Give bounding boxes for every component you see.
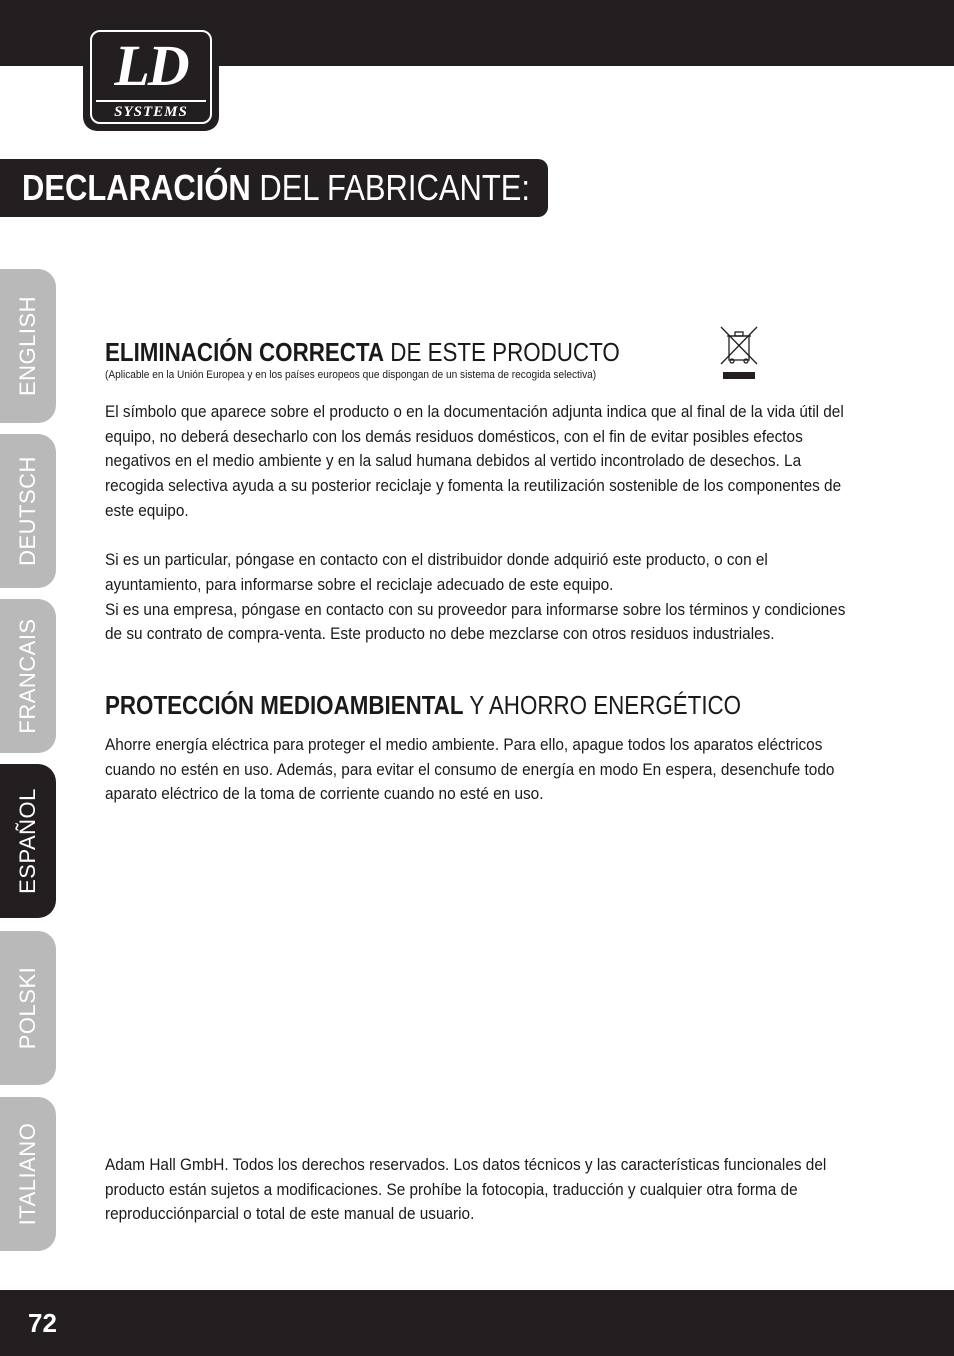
tab-francais-label: FRANCAIS [15,618,40,734]
page-title [22,166,530,210]
logo-main-text: LD [114,33,188,98]
environment-heading-bold: PROTECCIÓN MEDIOAMBIENTAL [105,690,464,720]
logo-frame [90,30,212,124]
tab-italiano-label: ITALIANO [15,1122,40,1226]
disposal-body [105,400,855,647]
disposal-paragraph-3: Si es una empresa, póngase en contacto con su proveedor para informarse sobre los términos y condiciones de su contrato de compra-venta. Este producto no debe mezclarse con otros residuos industriales. [105,600,846,644]
environment-heading-rest: Y AHORRO ENERGÉTICO [463,690,742,720]
environment-paragraph: Ahorre energía eléctrica para proteger el medio ambiente. Para ello, apague todos los aparatos eléctricos cuando no estén en uso. Además, para evitar el consumo de energía en modo En espera, desenchufe todo aparato eléctrico de la toma de corriente cuando no esté en uso. [105,736,835,804]
copyright-text: Adam Hall GmbH. Todos los derechos reservados. Los datos técnicos y las características funcionales del producto están sujetos a modificaciones. Se prohíbe la fotocopia, traducción y cualquier otra forma de reproducciónparcial o total de este manual de usuario. [105,1156,827,1224]
tab-italiano[interactable] [0,1097,56,1251]
environment-heading [105,690,750,720]
tab-polski[interactable] [0,931,56,1085]
disposal-paragraph-1: El símbolo que aparece sobre el producto o en la documentación adjunta indica que al final de la vida útil del equipo, no deberá desecharlo con los demás residuos domésticos, con el fin de evitar posibles efectos negativos en el medio ambiente y en la salud humana debidos al vertido incontrolado de desechos. La recogida selectiva ayuda a su posterior reciclaje y fomenta la reutilización sostenible de los componentes de este equipo. [105,403,844,520]
tab-francais[interactable] [0,599,56,753]
tab-deutsch[interactable] [0,434,56,588]
disposal-heading-rest: DE ESTE PRODUCTO [384,337,620,367]
tab-espanol[interactable] [0,764,56,918]
tab-english[interactable] [0,269,56,423]
copyright-block [105,1153,855,1227]
tab-deutsch-label: DEUTSCH [15,456,40,566]
tab-english-label: ENGLISH [15,295,40,397]
page-title-bold: DECLARACIÓN [22,167,251,208]
logo-sub-text: SYSTEMS [96,100,206,120]
disposal-subnote: (Aplicable en la Unión Europea y en los países europeos que dispongan de un sistema de recogida selectiva) [105,369,597,381]
disposal-paragraph-2: Si es un particular, póngase en contacto con el distribuidor donde adquirió este producto, o con el ayuntamiento, para informarse sobre el reciclaje adecuado de este equipo. [105,551,768,594]
weee-crossed-bin-icon [718,324,760,384]
environment-body [105,733,855,807]
page-number: 72 [28,1308,57,1338]
tab-polski-label: POLSKI [15,966,40,1050]
page-title-rest: DEL FABRICANTE: [250,167,531,208]
disposal-heading [105,337,750,367]
tab-espanol-label: ESPAÑOL [15,788,40,894]
section-environment [105,690,855,720]
ld-systems-logo [83,23,219,131]
disposal-heading-bold: ELIMINACIÓN CORRECTA [105,337,385,367]
bottom-bar [0,1290,954,1356]
